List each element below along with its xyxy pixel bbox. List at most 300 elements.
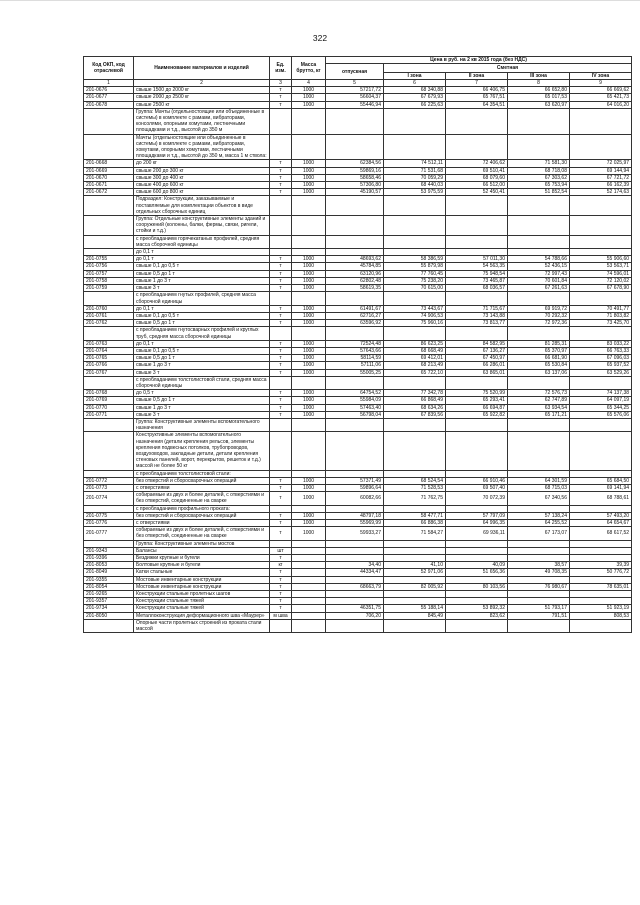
cell-price: 69 141,94 <box>570 484 632 491</box>
column-number: 8 <box>508 80 570 87</box>
cell-price: 62802,48 <box>326 277 384 284</box>
cell-price: 66 669,62 <box>570 87 632 94</box>
group-title: Группа: Конструктивные элементы мостов <box>134 540 270 547</box>
cell-mass: 1000 <box>292 285 326 292</box>
cell-price: 60082,66 <box>326 492 384 505</box>
cell-name: свыше 0,5 до 1 т <box>134 270 270 277</box>
cell-code-empty <box>84 235 134 248</box>
cell-code-empty <box>84 216 134 236</box>
cell-price: 71 531,68 <box>384 167 446 174</box>
cell-price <box>446 591 508 598</box>
cell-price: 71 715,67 <box>446 305 508 312</box>
cell-price: 63 865,01 <box>446 369 508 376</box>
cell-price: 51 793,17 <box>508 605 570 612</box>
cell-price <box>446 598 508 605</box>
cell-empty <box>446 134 508 160</box>
cell-name: свыше 2000 до 2500 кг <box>134 94 270 101</box>
cell-empty <box>446 470 508 477</box>
column-number: 4 <box>292 80 326 87</box>
cell-price: 67 679,93 <box>384 94 446 101</box>
cell-unit: т <box>270 591 292 598</box>
column-number: 1 <box>84 80 134 87</box>
cell-price: 59896,64 <box>326 484 384 491</box>
cell-empty <box>384 292 446 305</box>
cell-price: 66 886,38 <box>384 520 446 527</box>
cell-empty <box>292 292 326 305</box>
cell-empty <box>326 376 384 389</box>
cell-price: 65 684,50 <box>570 477 632 484</box>
cell-code: 201-0766 <box>84 362 134 369</box>
cell-price <box>508 249 570 256</box>
cell-mass: 1000 <box>292 397 326 404</box>
cell-price: 53 563,71 <box>570 263 632 270</box>
cell-price: 69 919,72 <box>508 305 570 312</box>
cell-name: собираемые из двух и более деталей, с отверстиями и без отверстий, соединенные на сварке <box>134 527 270 540</box>
table-row <box>84 492 632 505</box>
price-table <box>83 56 632 633</box>
cell-mass: 1000 <box>292 520 326 527</box>
cell-empty <box>270 376 292 389</box>
group-row <box>84 418 632 431</box>
column-number: 9 <box>570 80 632 87</box>
cell-code: 201-0676 <box>84 87 134 94</box>
subheading-text: Опорные части пролетных строений из проката стали массой <box>134 619 270 632</box>
cell-mass: 1000 <box>292 182 326 189</box>
cell-price: 71 581,30 <box>508 160 570 167</box>
cell-price: 57 011,30 <box>446 256 508 263</box>
table-row <box>84 362 632 369</box>
cell-price <box>508 555 570 562</box>
cell-price: 46351,75 <box>326 605 384 612</box>
cell-price: 65 576,06 <box>570 411 632 418</box>
cell-mass <box>292 576 326 583</box>
cell-unit: т <box>270 477 292 484</box>
cell-price: 65 171,21 <box>508 411 570 418</box>
cell-empty <box>270 432 292 470</box>
cell-name: свыше 400 до 600 кг <box>134 182 270 189</box>
cell-price: 64 097,19 <box>570 397 632 404</box>
cell-code: 201-9265 <box>84 591 134 598</box>
cell-code-empty <box>84 134 134 160</box>
cell-mass <box>292 612 326 619</box>
cell-unit: т <box>270 340 292 347</box>
table-row <box>84 174 632 181</box>
cell-price: 55005,25 <box>326 369 384 376</box>
group-row <box>84 216 632 236</box>
cell-price: 69 144,94 <box>570 167 632 174</box>
cell-code: 201-0755 <box>84 256 134 263</box>
cell-price: 52 174,63 <box>570 189 632 196</box>
table-row <box>84 340 632 347</box>
cell-empty <box>326 108 384 134</box>
cell-price: 67 450,97 <box>446 355 508 362</box>
table-row <box>84 256 632 263</box>
cell-price: 52 436,15 <box>508 263 570 270</box>
table-row <box>84 555 632 562</box>
cell-price: 52 450,41 <box>446 189 508 196</box>
cell-price: 69 507,40 <box>446 484 508 491</box>
cell-empty <box>326 327 384 340</box>
cell-empty <box>292 327 326 340</box>
cell-unit: т <box>270 569 292 576</box>
cell-empty <box>446 432 508 470</box>
group-title: Подраздел: Конструкции, заказываемые и поставляемые для комплектации объектов в виде отдельных сборочных единиц <box>134 196 270 216</box>
cell-price: 57306,80 <box>326 182 384 189</box>
cell-price <box>326 576 384 583</box>
cell-price: 62 747,89 <box>508 397 570 404</box>
cell-unit: т <box>270 94 292 101</box>
cell-price: 61491,67 <box>326 305 384 312</box>
table-row <box>84 87 632 94</box>
cell-price: 68 213,49 <box>384 362 446 369</box>
cell-price: 67 173,07 <box>508 527 570 540</box>
cell-name: свыше 1 до 3 т <box>134 362 270 369</box>
cell-price: 38,57 <box>508 562 570 569</box>
cell-price <box>446 547 508 554</box>
cell-name: свыше 1500 до 2000 кг <box>134 87 270 94</box>
cell-price: 45784,85 <box>326 263 384 270</box>
cell-price: 78 635,01 <box>570 583 632 590</box>
cell-mass: 1000 <box>292 369 326 376</box>
cell-empty <box>570 134 632 160</box>
cell-empty <box>326 619 384 632</box>
cell-price: 52 971,06 <box>384 569 446 576</box>
cell-empty <box>570 235 632 248</box>
cell-empty <box>570 292 632 305</box>
cell-mass: 1000 <box>292 347 326 354</box>
cell-price: 63 137,06 <box>508 369 570 376</box>
subheading-text: с преобладанием толстолистовой стали: <box>134 470 270 477</box>
cell-price: 70 601,84 <box>508 277 570 284</box>
group-row <box>84 108 632 134</box>
cell-mass: 1000 <box>292 277 326 284</box>
cell-price <box>446 555 508 562</box>
cell-price: 59869,16 <box>326 167 384 174</box>
cell-price <box>508 598 570 605</box>
cell-price: 34,40 <box>326 562 384 569</box>
cell-code: 201-0758 <box>84 277 134 284</box>
cell-empty <box>384 540 446 547</box>
cell-empty <box>270 540 292 547</box>
cell-unit: т <box>270 101 292 108</box>
cell-empty <box>508 196 570 216</box>
cell-price: 82 005,92 <box>384 583 446 590</box>
table-row <box>84 182 632 189</box>
cell-price: 86 623,25 <box>384 340 446 347</box>
cell-code-empty <box>84 432 134 470</box>
cell-mass <box>292 591 326 598</box>
table-row <box>84 562 632 569</box>
cell-name: свыше 1 до 3 т <box>134 404 270 411</box>
cell-price: 68 715,03 <box>508 484 570 491</box>
cell-price: 70 491,77 <box>570 305 632 312</box>
table-row <box>84 94 632 101</box>
cell-price: 54 563,35 <box>446 263 508 270</box>
cell-unit: т <box>270 167 292 174</box>
cell-code-empty <box>84 540 134 547</box>
cell-name: до 0,1 т <box>134 305 270 312</box>
cell-mass: 1000 <box>292 263 326 270</box>
cell-unit: т <box>270 492 292 505</box>
cell-price: 58 386,59 <box>384 256 446 263</box>
cell-price: 55984,09 <box>326 397 384 404</box>
cell-name: свыше 0,1 до 0,5 т <box>134 347 270 354</box>
cell-empty <box>508 327 570 340</box>
cell-empty <box>326 432 384 470</box>
table-row <box>84 411 632 418</box>
cell-empty <box>270 134 292 160</box>
cell-price: 64 354,51 <box>446 101 508 108</box>
cell-price: 66 652,80 <box>508 87 570 94</box>
cell-price <box>570 576 632 583</box>
cell-price: 65 722,10 <box>384 369 446 376</box>
cell-price: 74 906,53 <box>384 312 446 319</box>
header-price-title: Цена в руб. на 2 кв 2015 года (без НДС) <box>326 57 632 64</box>
cell-code-empty <box>84 418 134 431</box>
cell-name: Мостовые инвентарные конструкции <box>134 576 270 583</box>
cell-mass <box>292 605 326 612</box>
cell-mass: 1000 <box>292 492 326 505</box>
cell-name: с отверстиями <box>134 520 270 527</box>
cell-name: без отверстий и сборосварочных операций <box>134 477 270 484</box>
cell-code: 201-8050 <box>84 612 134 619</box>
cell-price: 70 292,32 <box>508 312 570 319</box>
cell-empty <box>270 235 292 248</box>
cell-code: 201-0767 <box>84 369 134 376</box>
cell-price <box>570 249 632 256</box>
cell-unit: т <box>270 411 292 418</box>
cell-price: 80 103,56 <box>446 583 508 590</box>
cell-empty <box>326 134 384 160</box>
cell-price: 68 788,61 <box>570 492 632 505</box>
cell-price: 64 016,20 <box>570 101 632 108</box>
cell-name: свыше 3 т <box>134 369 270 376</box>
column-number: 3 <box>270 80 292 87</box>
group-title: Группа: Конструктивные элементы вспомогательного назначения <box>134 418 270 431</box>
cell-mass: 1000 <box>292 477 326 484</box>
cell-mass <box>292 569 326 576</box>
cell-price: 57463,40 <box>326 404 384 411</box>
cell-mass: 1000 <box>292 390 326 397</box>
cell-price: 72524,48 <box>326 340 384 347</box>
cell-empty <box>292 376 326 389</box>
cell-price: 72 025,97 <box>570 160 632 167</box>
column-number-row <box>84 80 632 87</box>
cell-price: 51 656,36 <box>446 569 508 576</box>
cell-code: 201-9355 <box>84 576 134 583</box>
cell-mass <box>292 249 326 256</box>
cell-name: свыше 0,1 до 0,5 т <box>134 312 270 319</box>
cell-mass: 1000 <box>292 270 326 277</box>
subheading-row <box>84 235 632 248</box>
cell-price <box>326 249 384 256</box>
cell-price: 55969,99 <box>326 520 384 527</box>
cell-empty <box>446 505 508 512</box>
subheading-row <box>84 470 632 477</box>
table-row <box>84 305 632 312</box>
cell-mass: 1000 <box>292 512 326 519</box>
subheading-row <box>84 619 632 632</box>
cell-price: 54 788,66 <box>508 256 570 263</box>
cell-empty <box>270 619 292 632</box>
cell-code: 201-0668 <box>84 160 134 167</box>
cell-price: 58114,59 <box>326 355 384 362</box>
column-number: 5 <box>326 80 384 87</box>
header-zone-1: I зона <box>384 72 446 79</box>
subheading-row <box>84 327 632 340</box>
cell-unit: т <box>270 605 292 612</box>
cell-name: свыше 1 до 3 т <box>134 277 270 284</box>
table-row <box>84 167 632 174</box>
cell-empty <box>508 108 570 134</box>
cell-unit: т <box>270 390 292 397</box>
cell-price <box>446 249 508 256</box>
cell-code: 201-0764 <box>84 347 134 354</box>
cell-empty <box>446 216 508 236</box>
cell-price: 66 681,90 <box>508 355 570 362</box>
cell-unit: шт <box>270 547 292 554</box>
cell-code: 201-0757 <box>84 270 134 277</box>
cell-price: 77 342,78 <box>384 390 446 397</box>
cell-price: 65 370,97 <box>508 347 570 354</box>
cell-price: 71 528,53 <box>384 484 446 491</box>
cell-empty <box>270 418 292 431</box>
table-row <box>84 404 632 411</box>
cell-price: 70 059,29 <box>384 174 446 181</box>
column-number: 6 <box>384 80 446 87</box>
page-number: 322 <box>312 33 328 43</box>
cell-code: 201-0777 <box>84 527 134 540</box>
cell-price: 81 285,31 <box>508 340 570 347</box>
table-body <box>84 87 632 633</box>
cell-empty <box>270 292 292 305</box>
cell-price <box>570 547 632 554</box>
cell-price: 73 425,70 <box>570 320 632 327</box>
table-row <box>84 320 632 327</box>
cell-code: 201-0768 <box>84 390 134 397</box>
cell-mass: 1000 <box>292 101 326 108</box>
header-zone-4: IV зона <box>570 72 632 79</box>
cell-empty <box>326 540 384 547</box>
cell-empty <box>270 216 292 236</box>
cell-empty <box>326 418 384 431</box>
cell-price: 75 238,20 <box>384 277 446 284</box>
group-title: Группа: Мачты (отдельностоящие или объединенные в системы) в комплекте с рамами, вибраторами, консолями, опорными хомутами, лестничными площадками и т.д., высотой до 350 м <box>134 108 270 134</box>
cell-unit: т <box>270 277 292 284</box>
cell-code-empty <box>84 292 134 305</box>
cell-price: 66 225,63 <box>384 101 446 108</box>
cell-price: 75 948,54 <box>446 270 508 277</box>
cell-price: 72 406,62 <box>446 160 508 167</box>
cell-price: 74 596,01 <box>570 270 632 277</box>
header-zone-2: II зона <box>446 72 508 79</box>
header-code: Код ОКП, код отраслевой <box>84 57 134 80</box>
cell-price <box>384 249 446 256</box>
cell-code: 201-0776 <box>84 520 134 527</box>
cell-empty <box>570 619 632 632</box>
cell-empty <box>292 108 326 134</box>
cell-price: 49 708,35 <box>508 569 570 576</box>
cell-price: 66 406,75 <box>446 87 508 94</box>
cell-price: 66 512,00 <box>446 182 508 189</box>
cell-price: 72 997,43 <box>508 270 570 277</box>
cell-empty <box>270 196 292 216</box>
table-row <box>84 512 632 519</box>
header-estimate: Сметная <box>384 64 632 73</box>
cell-mass: 1000 <box>292 355 326 362</box>
cell-price: 68 617,52 <box>570 527 632 540</box>
cell-empty <box>570 108 632 134</box>
cell-price: 58619,35 <box>326 285 384 292</box>
cell-unit: т <box>270 355 292 362</box>
column-number: 2 <box>134 80 270 87</box>
subheading-text: Конструктивные элементы вспомогательного назначения (детали крепления рельсов, элементы крепления подвесных потолков, трубопроводов, воздуховодов, закладные детали, детали крепления стеновых панелей, ворот, перекрытов, решеток и т.д.) массой не более 50 кг <box>134 432 270 470</box>
cell-price: 65 293,41 <box>446 397 508 404</box>
cell-price: 53 975,59 <box>384 189 446 196</box>
cell-mass <box>292 598 326 605</box>
scan-edge-line <box>0 0 640 1</box>
cell-price: 63 620,97 <box>508 101 570 108</box>
cell-empty <box>292 216 326 236</box>
cell-price: 63120,96 <box>326 270 384 277</box>
cell-code: 201-9357 <box>84 598 134 605</box>
cell-empty <box>570 216 632 236</box>
cell-empty <box>326 196 384 216</box>
cell-price <box>570 555 632 562</box>
cell-code-empty <box>84 470 134 477</box>
cell-code: 201-0765 <box>84 355 134 362</box>
cell-name: Конструкции стальные пролетных шагов <box>134 591 270 598</box>
cell-price: 66 910,46 <box>446 477 508 484</box>
cell-unit: т <box>270 270 292 277</box>
cell-name: без отверстий и сборосварочных операций <box>134 512 270 519</box>
cell-empty <box>570 540 632 547</box>
cell-price: 40,09 <box>446 562 508 569</box>
cell-price: 75 520,99 <box>446 390 508 397</box>
cell-price: 59933,27 <box>326 527 384 540</box>
cell-price: 83 033,22 <box>570 340 632 347</box>
table-row <box>84 263 632 270</box>
cell-price <box>384 576 446 583</box>
cell-mass: 1000 <box>292 160 326 167</box>
cell-unit: т <box>270 397 292 404</box>
cell-mass: 1000 <box>292 94 326 101</box>
cell-empty <box>292 418 326 431</box>
cell-empty <box>570 505 632 512</box>
cell-price: 57 797,09 <box>446 512 508 519</box>
cell-price: 67 721,72 <box>570 174 632 181</box>
group-row <box>84 196 632 216</box>
cell-price: 70 615,00 <box>384 285 446 292</box>
cell-empty <box>508 292 570 305</box>
cell-price: 67 678,90 <box>570 285 632 292</box>
cell-empty <box>384 327 446 340</box>
cell-price: 50 776,72 <box>570 569 632 576</box>
cell-empty <box>292 470 326 477</box>
cell-empty <box>446 292 508 305</box>
cell-price: 65 937,52 <box>570 362 632 369</box>
cell-empty <box>292 196 326 216</box>
header-mass: Масса брутто, кг <box>292 57 326 80</box>
cell-unit: т <box>270 369 292 376</box>
cell-price: 66 694,87 <box>446 404 508 411</box>
table-row <box>84 527 632 540</box>
cell-price: 39,39 <box>570 562 632 569</box>
table-row <box>84 612 632 619</box>
cell-mass: 1000 <box>292 256 326 263</box>
cell-name: свыше 600 до 800 кг <box>134 189 270 196</box>
cell-name: Мостовые инвентарные конструкции <box>134 583 270 590</box>
